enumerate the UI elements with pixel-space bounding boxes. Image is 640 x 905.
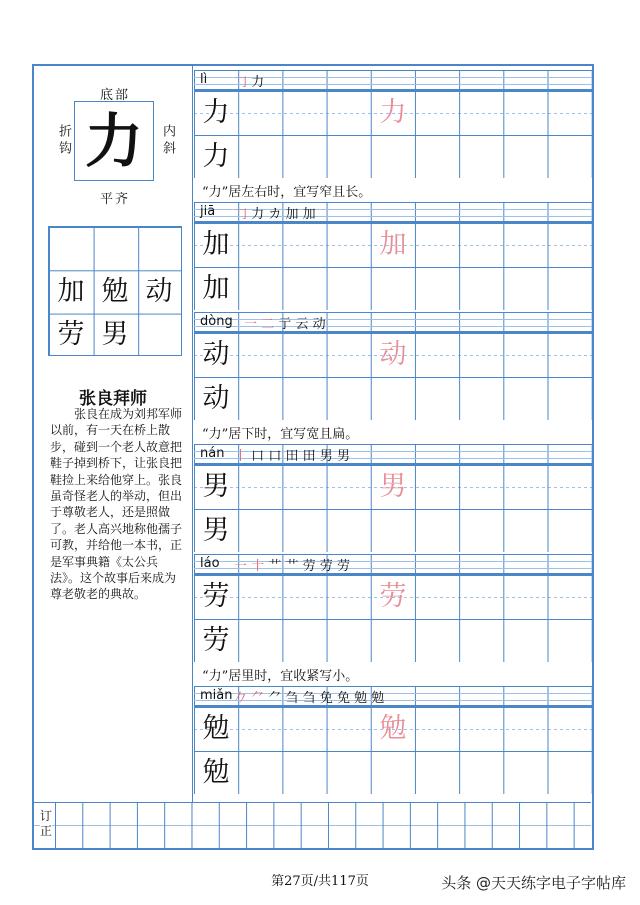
story-title: 张良拜师: [79, 389, 147, 409]
model-char: 勉: [202, 757, 230, 788]
model-char: 勉: [202, 713, 230, 744]
example-char: 动: [145, 276, 173, 307]
radical-left-label: 折钩: [56, 124, 71, 158]
model-char: 男: [202, 515, 230, 546]
trace-char: 劳: [379, 581, 407, 612]
trace-char: 力: [379, 97, 407, 128]
example-char: 加: [57, 276, 85, 307]
model-char: 力: [202, 97, 230, 128]
pinyin-row: [194, 686, 592, 706]
model-char: 男: [202, 471, 230, 502]
model-char: 劳: [202, 625, 230, 656]
left-column: [34, 66, 193, 802]
pinyin-row: [194, 202, 592, 222]
stroke-order: 𠃌 力 カ 加 加: [234, 207, 316, 222]
pinyin: jiā: [200, 204, 216, 219]
practice-grid: [194, 222, 592, 310]
pinyin-row: [194, 554, 592, 574]
practice-area: [194, 66, 592, 802]
writing-note: “力”居下时，宜写宽且扁。: [202, 427, 359, 442]
model-char: 动: [202, 383, 230, 414]
practice-grid: [194, 332, 592, 420]
model-char: 加: [202, 273, 230, 304]
writing-note: “力”居左右时，宜写窄且长。: [202, 185, 372, 200]
example-char: 男: [101, 319, 129, 350]
pinyin-row: [194, 70, 592, 90]
pinyin: nán: [200, 446, 225, 461]
pinyin: dòng: [200, 314, 233, 329]
radical-char: 力: [74, 101, 154, 181]
page-number: 第27页/共117页: [271, 874, 369, 889]
example-grid: [48, 226, 182, 356]
pinyin: lì: [200, 72, 208, 87]
stroke-order: 丨 口 口 田 田 男 男: [234, 449, 350, 464]
trace-char: 加: [379, 229, 407, 260]
practice-grid: [194, 574, 592, 662]
correction-label: 订正: [40, 809, 53, 838]
story-text: 张良在成为刘邦军师以前，有一天在桥上散步，碰到一个老人故意把鞋子掉到桥下，让张良把鞋捡上来给他穿上。张良虽奇怪老人的举动，但出于尊敬老人，还是照做了。老人高兴地称他孺子可教，并给他一本书，正是军事典籍《太公兵法》。这个故事后来成为尊老敬老的典故。: [50, 407, 183, 602]
radical-bottom-label: 平齐: [100, 192, 131, 207]
writing-note: “力”居里时，宜收紧写小。: [202, 669, 359, 684]
stroke-order: 一 二 亍 云 动: [244, 317, 326, 332]
practice-grid: [194, 706, 592, 794]
trace-char: 动: [379, 339, 407, 370]
trace-char: 男: [379, 471, 407, 502]
radical-right-label: 内斜: [160, 124, 175, 158]
stroke-order: 𠂊 ⺈ ⺈ 刍 刍 免 免 勉 勉: [234, 691, 385, 706]
radical-top-label: 底部: [100, 88, 131, 103]
model-char: 劳: [202, 581, 230, 612]
pinyin-row: [194, 444, 592, 464]
stroke-order: 𠃌 力: [234, 75, 265, 90]
practice-grid: [194, 90, 592, 178]
copybook-frame: [32, 64, 594, 850]
correction-row: [34, 802, 591, 849]
pinyin-row: [194, 312, 592, 332]
model-char: 力: [202, 141, 230, 172]
example-char: 劳: [57, 319, 85, 350]
practice-grid: [194, 464, 592, 552]
example-char: 勉: [101, 276, 129, 307]
model-char: 动: [202, 339, 230, 370]
brand-watermark: 头条 @天天练字电子字帖库: [441, 874, 626, 892]
pinyin: miǎn: [200, 688, 233, 703]
stroke-order: 一 十 艹 艹 劳 劳 劳: [234, 559, 350, 574]
pinyin: láo: [200, 556, 220, 571]
model-char: 加: [202, 229, 230, 260]
trace-char: 勉: [379, 713, 407, 744]
